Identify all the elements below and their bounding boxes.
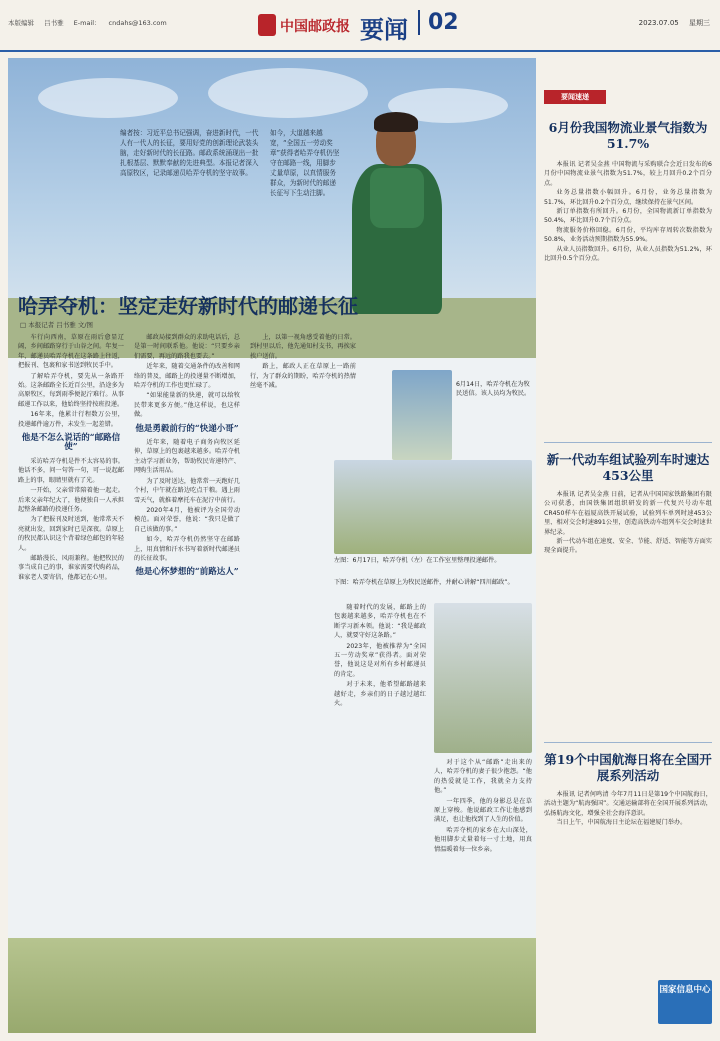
rail-divider-2 [544, 742, 712, 743]
newspaper-logo [258, 14, 358, 40]
subheading-1: 他是不怎么说话的“邮路信使” [21, 433, 121, 453]
photo-herders [434, 603, 532, 753]
column-2: 邮政局接到群众的求助电话后，总是第一时间联系他。他说：“只要乡亲们需要，再远的路我也要去。” 近年来，随着交通条件的改善和网络的普及，邮路上的投递量不断增加，哈弄夺机的工作也更忙碌了。 “如果能量新的快递，就可以给牧民带来更多方便。”他这样说，也这样做。 他是勇毅前行的“快递小哥” 近年来，随着电子商务向牧区延伸，草原上的包裹越来越多。哈弄夺机主动学习新业务，帮助牧民寄递特产、网购生活用品。 为了及时送达，他常常一天跑好几个村，中午就在路边吃点干粮。遇上雨雪天气，就推着摩托车在泥泞中前行。 2020年4月，他被评为全国劳动模范。面对荣誉，他说：“我只是做了自己该做的事。” 如今，哈弄夺机仍然坚守在邮路上，用真情和汗水书写着新时代邮递员的长征故事。 他是心怀梦想的“前路达人” [134, 334, 240, 578]
issue-weekday: 星期三 [689, 19, 710, 27]
article-body [18, 333, 358, 933]
editor-label: 本版编辑 [8, 19, 34, 27]
issue-date: 2023.07.05 [638, 19, 679, 27]
rail-section-tag: 要闻速递 [544, 90, 606, 104]
brief-2-body: 本报讯 记者吴金燕 日前，记者从中国国家铁路集团有限公司获悉，由国铁集团组织研发的新一代复兴号动车组CR450样车在福厦高铁开展试验，试验列车单列时速453公里、相对交会时速891公里，创造高铁动车组列车交会时速世界纪录。 新一代动车组在速度、安全、节能、舒适、智能等方面实现全面提升。 [544, 491, 712, 555]
caption-photo-sorting: 左图：6月17日，哈弄夺机（左）在工作室里整理投递邮件。 [334, 557, 501, 564]
brief-3-body: 本报讯 记者何鸣清 今年7月11日是第19个中国航海日，活动主题为“航海强国”。交通运输部将在全国开展系列活动，弘扬航海文化，增强全社会海洋意识。 当日上午，中国航海日主论坛在福建厦门举办。 [544, 791, 712, 827]
column-3: 上，以第一视角感受着他的日常。到村里以后，他先通知村支书，再挨家挨户送信。 路上，邮政人正在草原上一路前行，为了群众的期盼，哈弄夺机的热情丝毫不减。 [250, 334, 356, 390]
info-center-badge: 国家信息中心 [658, 980, 712, 1024]
caption-photo-delivery: 下图：哈弄夺机在草原上为牧民送邮件，并耐心讲解“四川邮政”。 [334, 579, 514, 586]
masthead-date-block [631, 18, 710, 28]
masthead [0, 0, 720, 52]
brief-3-title: 第19个中国航海日将在全国开展系列活动 [544, 752, 712, 783]
caption-photo-walking: 6月14日，哈弄夺机在为牧民送信。该人员均为牧民。 [456, 381, 531, 397]
article-byline: □ 本报记者 吕书雅 文/图 [20, 321, 94, 329]
brief-1-body: 本报讯 记者吴金燕 中国物流与采购联合会近日发布的6月份中国物流业景气指数为51.7%，较上月回升0.2个百分点。 业务总量指数小幅回升。6月份，业务总量指数为51.7%，环比回升0.2个百分点，继续保持在景气区间。 新订单指数有所回升。6月份，全国物流新订单指数为50.4%，环比回升0.7个百分点。 物流服务价格回稳。6月份，平均库存周转次数指数为50.8%，业务活动预期指数为55.9%。 从业人员指数回升。6月份，从业人员指数为51.2%，环比回升0.5个百分点。 [544, 161, 712, 263]
article-headline: 哈弄夺机：坚定走好新时代的邮递长征 [18, 294, 358, 318]
photo-sorting [334, 460, 532, 554]
logo-seal-icon [258, 14, 276, 36]
subheading-2: 他是勇毅前行的“快递小哥” [135, 423, 239, 434]
news-brief-rail [544, 90, 712, 1033]
editor-note-left: 编者按：习近平总书记强调，奋进新时代，一代人有一代人的长征，要用好党的创新理论武装头脑，走好新时代的长征路。邮政系统涌现出一批扎根基层、默默奉献的先进典型。本报记者深入高原牧区，记录邮递员哈弄夺机的坚守故事。 [120, 129, 259, 177]
hero-portrait-photo [342, 98, 452, 348]
hero-grassland [8, 938, 536, 1033]
column-5: 对于这个从“邮路”走出来的人，哈弄夺机的妻子很少抱怨。“他的热爱就是工作，我就全力支持他。” 一年四季，他的身影总是在草原上穿梭。他说邮政工作让他感到满足，也让他找到了人生的价值。 哈弄夺机的家乡在大山深处，他用脚步丈量着每一寸土地，用真情温暖着每一位乡亲。 [434, 759, 532, 853]
brief-2-title: 新一代动车组试验列车时速达453公里 [546, 452, 710, 483]
feature-story [8, 58, 536, 1033]
rail-divider-1 [544, 442, 712, 443]
editor-note-right: 如今，大道越来越宽，“全国五一劳动奖章”获得者哈弄夺机仍坚守在邮路一线，用脚步丈量草原，以真情服务群众，为新时代的邮递长征写下生动注脚。 [270, 129, 340, 197]
subheading-3: 他是心怀梦想的“前路达人” [135, 567, 239, 578]
photo-walking [392, 370, 452, 460]
brief-1-title: 6月份我国物流业景气指数为51.7% [548, 120, 708, 151]
column-4: 随着时代的发展，邮路上的包裹越来越多，哈弄夺机也在不断学习新本领。他说：“我是邮政人，就要守好这条路。” 2023年，他被推荐为“全国五一劳动奖章”获得者。面对荣誉，他说这是对所有乡村邮递员的肯定。 对于未来，他希望邮路越来越好走，乡亲们的日子越过越红火。 [334, 604, 426, 708]
column-1: 车行向西南，草原在雨后愈显辽阔，乡间邮路穿行于山谷之间。年复一年，邮递员哈弄夺机在这条路上往返，把报刊、包裹和家书送到牧民手中。 了解哈弄夺机，要先从一条路开始。这条邮路全长近百公里，沿途多为高原牧区，每到雨季便泥泞难行。从事邮递工作以来，他始终坚持按班投递。 16年来，他累计行程数万公里，投递邮件逾万件，未发生一起差错。 他是不怎么说话的“邮路信使” 采访哈弄夺机是件不太容易的事。他话不多，问一句答一句，可一说起邮路上的事，眼睛里就有了光。 一开始，父亲常常陪着他一起走。后来父亲年纪大了，他便独自一人承担起整条邮路的投递任务。 为了把报刊及时送到，他常常天不亮就出发，回到家时已是深夜。草原上的牧民都认识这个背着绿色邮包的年轻人。 邮路漫长、风雨兼程。他把牧民的事当成自己的事，谁家需要代购药品，谁家老人要寄信，他都记在心里。 [18, 334, 124, 581]
section-title: 要闻 [360, 15, 408, 44]
editor-name: 吕书雅 [44, 19, 64, 27]
logo-text: 中国邮政报 [280, 19, 350, 35]
page-number: 02 [418, 10, 459, 35]
email-address[interactable]: cndahs@163.com [108, 19, 167, 27]
masthead-left-info [8, 18, 175, 27]
email-label: E-mail： [73, 19, 101, 27]
